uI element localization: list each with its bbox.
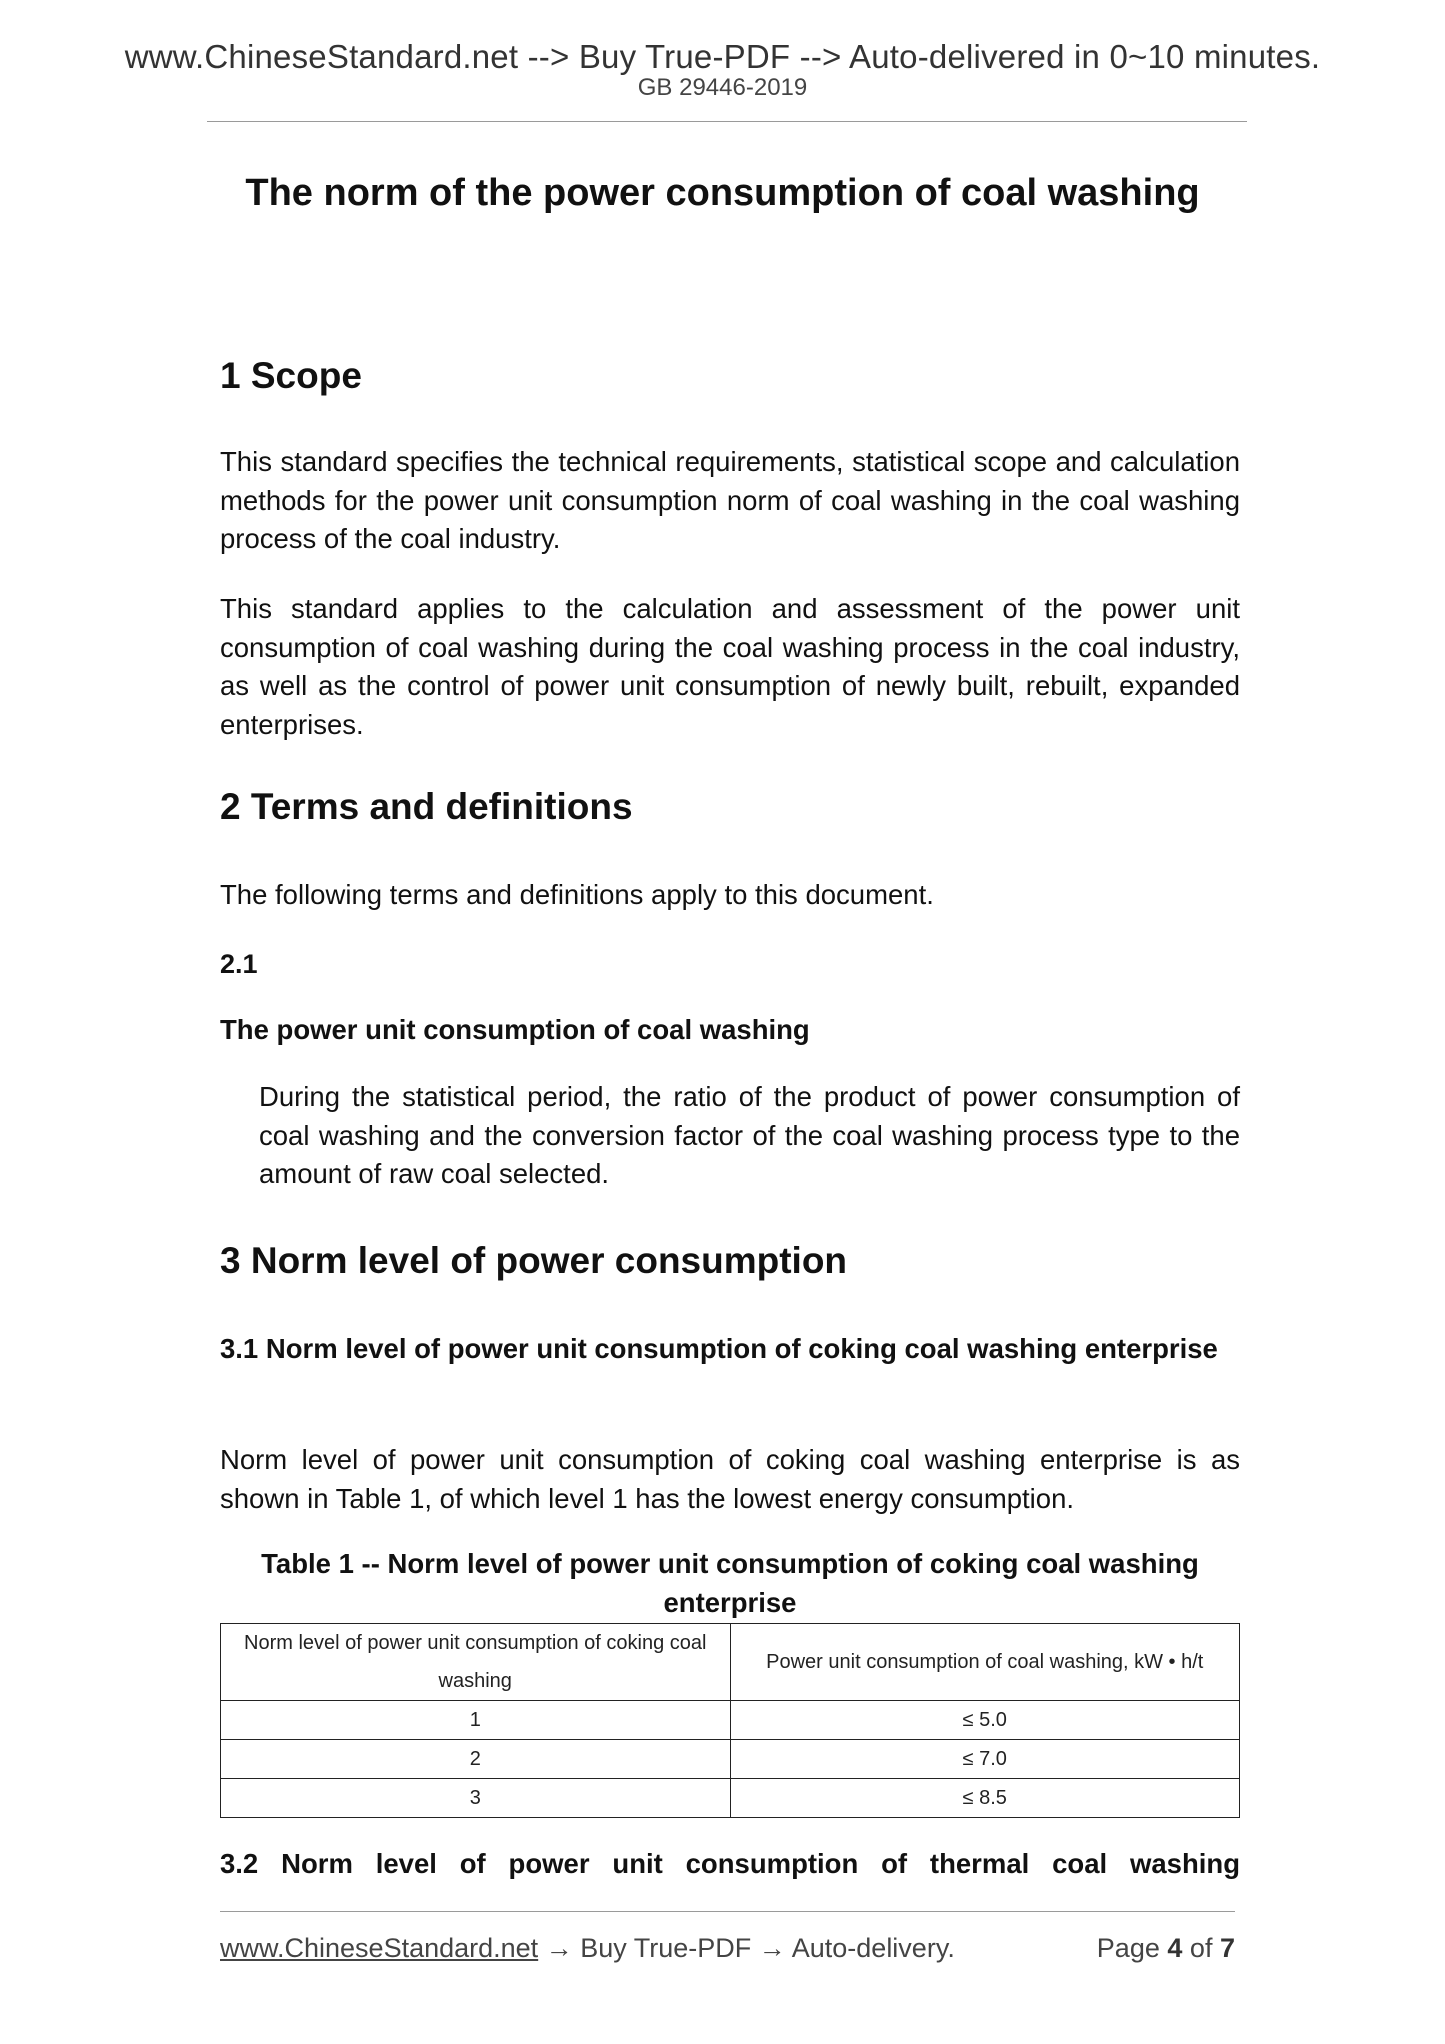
- level-cell: 2: [221, 1740, 731, 1779]
- term-number: 2.1: [220, 949, 258, 979]
- column-header-level: Norm level of power unit consumption of coking coal washing: [221, 1624, 731, 1701]
- table-1: [220, 1623, 1240, 1818]
- column-header-consumption: Power unit consumption of coal washing, kW • h/t: [730, 1624, 1240, 1701]
- page-label: Page: [1096, 1933, 1160, 1963]
- scope-paragraph-2: This standard applies to the calculation and assessment of the power unit consumption of coal washing during the coal washing process in the coal industry, as well as the control of power unit consumption of newly built, rebuilt, expanded enterprises.: [220, 593, 1240, 740]
- section-terms-heading: 2 Terms and definitions: [220, 786, 633, 827]
- section-scope-heading: 1 Scope: [220, 355, 362, 396]
- term-name: The power unit consumption of coal washing: [220, 1014, 810, 1045]
- section-norm-heading: 3 Norm level of power consumption: [220, 1240, 848, 1281]
- footer-tagline: → Buy True-PDF → Auto-delivery.: [538, 1933, 955, 1963]
- level-cell: 3: [221, 1779, 731, 1818]
- table-header-row: [221, 1624, 1240, 1701]
- footer: [220, 1933, 1235, 1964]
- subsection-3-2-heading: 3.2 Norm level of power unit consumption of thermal coal washing: [220, 1848, 1240, 1879]
- footer-divider: [220, 1911, 1235, 1912]
- page-current: 4: [1167, 1933, 1183, 1963]
- subsection-3-1-heading: 3.1 Norm level of power unit consumption of coking coal washing enterprise: [220, 1333, 1218, 1364]
- terms-intro: The following terms and definitions apply to this document.: [220, 879, 934, 910]
- table-row: [221, 1701, 1240, 1740]
- header-divider: [207, 121, 1247, 122]
- table-row: [221, 1779, 1240, 1818]
- header-banner: www.ChineseStandard.net --> Buy True-PDF --> Auto-delivered in 0~10 minutes.: [124, 38, 1321, 75]
- page-total: 7: [1219, 1933, 1235, 1963]
- value-cell: ≤ 7.0: [730, 1740, 1240, 1779]
- page-indicator: [1097, 1933, 1235, 1964]
- page-of-label: of: [1189, 1933, 1213, 1963]
- standard-number: GB 29446-2019: [637, 74, 808, 101]
- document-title: The norm of the power consumption of coal washing: [245, 172, 1200, 214]
- table-row: [221, 1740, 1240, 1779]
- value-cell: ≤ 5.0: [730, 1701, 1240, 1740]
- value-cell: ≤ 8.5: [730, 1779, 1240, 1818]
- scope-paragraph-1: This standard specifies the technical requirements, statistical scope and calculation methods for the power unit consumption norm of coal washing in the coal washing process of the coal industry.: [220, 446, 1240, 554]
- level-cell: 1: [221, 1701, 731, 1740]
- term-definition: During the statistical period, the ratio of the product of power consumption of coal washing and the conversion factor of the coal washing process type to the amount of raw coal selected.: [259, 1081, 1240, 1189]
- subsection-3-1-text: Norm level of power unit consumption of coking coal washing enterprise is as shown in Table 1, of which level 1 has the lowest energy consumption.: [220, 1444, 1240, 1514]
- footer-site-link[interactable]: www.ChineseStandard.net: [220, 1933, 539, 1963]
- table-1-title: Table 1 -- Norm level of power unit consumption of coking coal washing enterprise: [261, 1548, 1199, 1618]
